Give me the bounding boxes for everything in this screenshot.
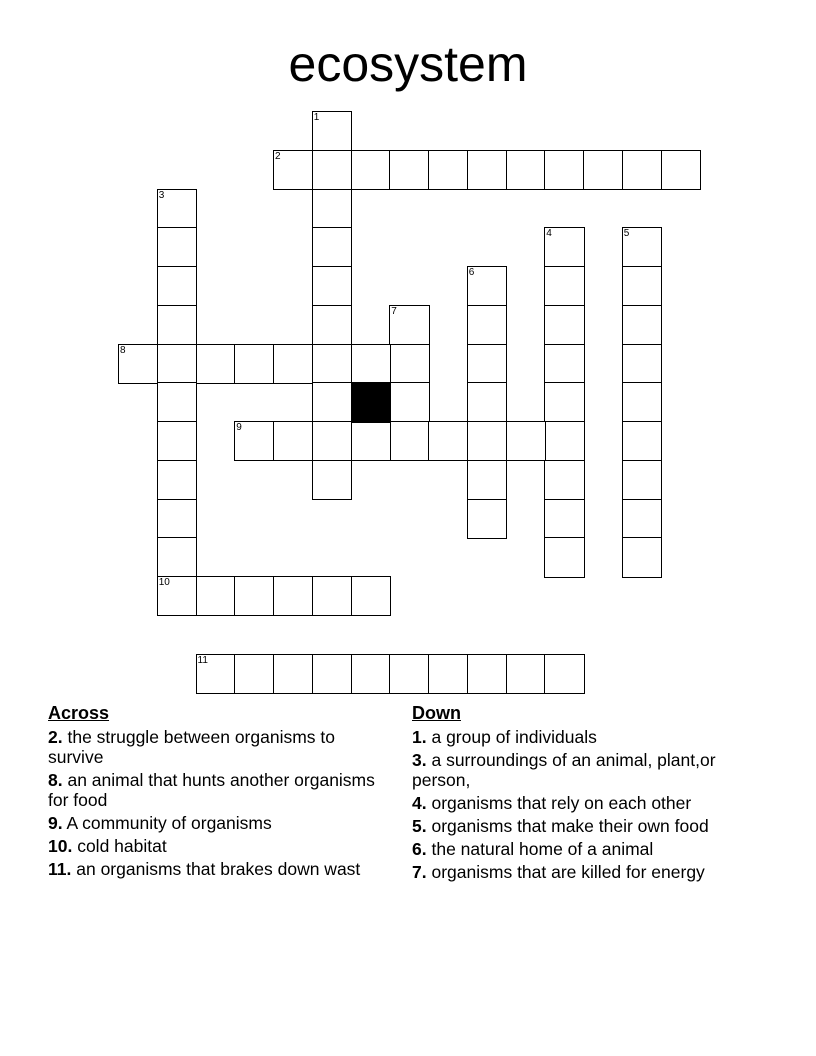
grid-cell[interactable] (312, 189, 352, 229)
grid-cell[interactable] (234, 421, 274, 461)
grid-cell[interactable] (157, 537, 197, 577)
clue-across-8 (48, 770, 378, 810)
grid-cell[interactable] (467, 654, 507, 694)
grid-cell[interactable] (351, 421, 391, 461)
grid-cell[interactable] (157, 460, 197, 500)
grid-cell[interactable] (467, 460, 507, 500)
grid-cell[interactable] (428, 654, 468, 694)
clue-text: an animal that hunts another organisms for food (48, 770, 375, 810)
cell-number: 6 (468, 267, 475, 278)
clue-down-1 (412, 727, 762, 747)
grid-cell[interactable] (196, 344, 236, 384)
grid-cell[interactable] (506, 654, 546, 694)
grid-cell[interactable] (661, 150, 701, 190)
cell-number: 10 (158, 577, 170, 588)
clue-number: 11. (48, 859, 72, 879)
grid-cell[interactable] (428, 421, 468, 461)
grid-cell[interactable] (506, 150, 546, 190)
clue-across-2 (48, 727, 378, 767)
cell-number: 3 (158, 189, 165, 201)
grid-cell[interactable] (196, 576, 236, 616)
clue-number: 8. (48, 770, 63, 790)
grid-cell[interactable] (467, 150, 507, 190)
cell-number: 11 (197, 654, 208, 666)
grid-cell[interactable] (312, 266, 352, 306)
grid-cell[interactable] (234, 654, 274, 694)
clue-number: 9. (48, 813, 63, 833)
grid-cell[interactable] (467, 305, 507, 345)
grid-cell[interactable] (273, 344, 313, 384)
grid-cell[interactable] (312, 344, 352, 384)
grid-cell[interactable] (389, 382, 429, 422)
grid-cell[interactable] (157, 266, 197, 306)
cell-number: 2 (275, 150, 281, 162)
clue-text: the struggle between organisms to survive (48, 727, 336, 767)
grid-cell[interactable] (118, 344, 158, 384)
grid-cell[interactable] (157, 421, 197, 461)
grid-cell[interactable] (234, 344, 274, 384)
grid-cell[interactable] (157, 227, 197, 267)
down-heading: Down (412, 703, 461, 723)
cell-number: 9 (236, 422, 242, 433)
grid-cell[interactable] (622, 460, 662, 500)
clue-text: a surroundings of an animal, plant,or person, (412, 750, 716, 790)
grid-cell[interactable] (157, 305, 197, 345)
clue-text: organisms that rely on each other (431, 793, 692, 813)
grid-cell[interactable] (273, 150, 313, 190)
grid-cell[interactable] (467, 266, 507, 306)
grid-cell[interactable] (157, 576, 197, 616)
grid-cell[interactable] (467, 382, 507, 422)
clue-across-9 (48, 813, 378, 833)
grid-cell[interactable] (312, 576, 352, 616)
grid-cell[interactable] (622, 305, 662, 345)
grid-cell[interactable] (544, 460, 584, 500)
grid-cell[interactable] (622, 382, 662, 422)
grid-cell[interactable] (622, 150, 662, 190)
page-title: ecosystem (288, 36, 528, 92)
clue-text: cold habitat (77, 836, 167, 856)
grid-cell[interactable] (622, 266, 662, 306)
grid-cell[interactable] (583, 150, 623, 190)
clue-text: organisms that are killed for energy (431, 862, 705, 882)
clue-text: A community of organisms (66, 813, 272, 833)
grid-cell[interactable] (273, 421, 313, 461)
grid-cell[interactable] (622, 344, 662, 384)
grid-cell[interactable] (351, 576, 391, 616)
clue-text: an organisms that brakes down wast (76, 859, 361, 879)
clue-down-5 (412, 816, 762, 836)
down-clues (412, 702, 762, 885)
clue-down-6 (412, 839, 762, 859)
grid-cell[interactable] (312, 382, 352, 422)
cell-number: 1 (313, 112, 320, 123)
grid-cell[interactable] (544, 654, 584, 694)
clue-number: 4. (412, 793, 427, 813)
grid-cell[interactable] (544, 344, 584, 384)
grid-cell[interactable] (506, 421, 546, 461)
grid-cell[interactable] (467, 499, 507, 539)
clue-number: 10. (48, 836, 73, 856)
grid-cell[interactable] (273, 654, 313, 694)
grid-cell[interactable] (544, 227, 584, 267)
grid-cell[interactable] (312, 227, 352, 267)
grid-cell[interactable] (157, 344, 197, 384)
clue-across-11 (48, 859, 378, 879)
grid-cell[interactable] (312, 305, 352, 345)
grid-cell[interactable] (389, 305, 429, 345)
grid-cell[interactable] (351, 654, 391, 694)
grid-cell[interactable] (622, 537, 662, 577)
grid-cell[interactable] (312, 421, 352, 461)
grid-cell[interactable] (312, 460, 352, 500)
grid-cell[interactable] (312, 654, 352, 694)
clue-number: 5. (412, 816, 427, 836)
cell-number: 4 (546, 228, 552, 240)
grid-cell[interactable] (389, 654, 429, 694)
clue-down-4 (412, 793, 762, 813)
clue-across-10 (48, 836, 378, 856)
grid-cell[interactable] (273, 576, 313, 616)
grid-cell[interactable] (389, 344, 429, 384)
clue-number: 2. (48, 727, 63, 747)
clue-number: 1. (412, 727, 427, 747)
grid-cell[interactable] (312, 150, 352, 190)
grid-cell[interactable] (351, 344, 391, 384)
grid-cell[interactable] (428, 150, 468, 190)
grid-cell[interactable] (389, 150, 429, 190)
grid-cell[interactable] (157, 382, 197, 422)
grid-cell[interactable] (312, 111, 352, 151)
grid-cell[interactable] (622, 499, 662, 539)
cell-number: 5 (623, 228, 630, 240)
grid-cell[interactable] (467, 421, 507, 461)
cell-number: 7 (391, 305, 397, 317)
clue-number: 3. (412, 750, 427, 770)
clue-text: a group of individuals (431, 727, 597, 747)
across-clues (48, 702, 378, 882)
grid-cell[interactable] (157, 499, 197, 539)
clue-text: organisms that make their own food (431, 816, 709, 836)
clue-down-3 (412, 750, 762, 790)
grid-cell[interactable] (622, 227, 662, 267)
grid-cell[interactable] (544, 266, 584, 306)
grid-cell[interactable] (544, 537, 584, 577)
grid-cell[interactable] (389, 421, 429, 461)
clue-number: 7. (412, 862, 427, 882)
grid-cell[interactable] (196, 654, 236, 694)
grid-cell[interactable] (544, 421, 584, 461)
grid-cell[interactable] (544, 305, 584, 345)
grid-cell[interactable] (622, 421, 662, 461)
grid-cell[interactable] (234, 576, 274, 616)
grid-cell[interactable] (351, 150, 391, 190)
grid-cell[interactable] (467, 344, 507, 384)
grid-cell[interactable] (544, 499, 584, 539)
clue-text: the natural home of a animal (431, 839, 654, 859)
clue-down-7 (412, 862, 762, 882)
grid-block-cell (351, 382, 391, 422)
grid-cell[interactable] (157, 189, 197, 229)
grid-cell[interactable] (544, 382, 584, 422)
grid-cell[interactable] (544, 150, 584, 190)
clue-number: 6. (412, 839, 427, 859)
across-heading: Across (48, 703, 110, 723)
cell-number: 8 (120, 344, 126, 356)
